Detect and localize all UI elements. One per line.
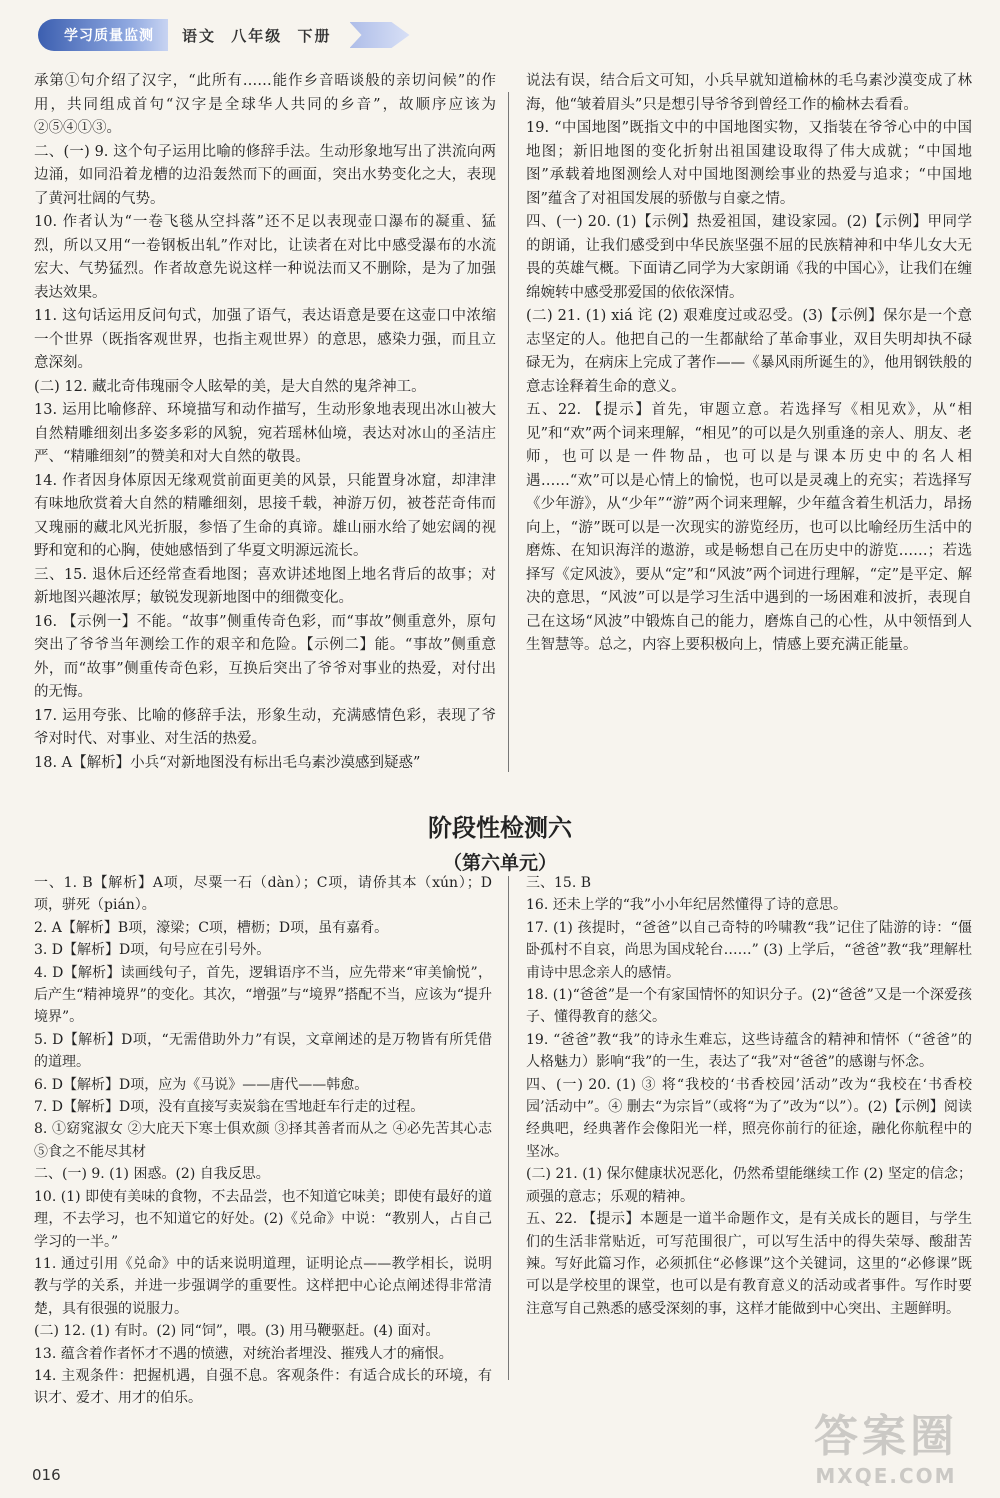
section-title: 阶段性检测六 [428, 814, 572, 842]
answer-paragraph: (二) 21. (1) 保尔健康状况恶化，仍然希望能继续工作 (2) 坚定的信念；顽强的意志；乐观的精神。 [526, 1166, 972, 1205]
answer-paragraph: 17. (1) 孩提时，“爸爸”以自己奇特的吟啸教“我”记住了陆游的诗：“僵卧孤村不自哀，尚思为国戍轮台……” (3) 上学后，“爸爸”教“我”理解杜甫诗中思念亲人的感情。 [526, 919, 972, 981]
answer-paragraph: 13. 蕴含着作者怀才不遇的愤懑，对统治者埋没、摧残人才的痛恨。 [34, 1345, 453, 1362]
answer-paragraph: 10. (1) 即使有美味的食物，不去品尝，也不知道它味美；即使有最好的道理，不去学习，也不知道它的好处。(2)《兑命》中说：“教别人，占自己学习的一半。” [34, 1188, 492, 1250]
answer-paragraph: 三、15. B [526, 875, 592, 891]
answer-paragraph: 5. D【解析】D项，“无需借助外力”有误，文章阐述的是万物皆有所凭借的道理。 [34, 1031, 492, 1071]
watermark-logo [796, 1400, 976, 1490]
answer-paragraph: 2. A【解析】B项，濠梁；C项，槽枥；D项，虽有嘉肴。 [34, 919, 389, 936]
answer-paragraph: 16. 还未上学的“我”小小年纪居然懂得了诗的意思。 [526, 897, 848, 914]
answer-paragraph: 7. D【解析】D项，没有直接写卖炭翁在雪地赶车行走的过程。 [34, 1099, 425, 1116]
answer-paragraph: 一、1. B【解析】A项，尽粟一石（dàn）；C项，请侨其本（xún）；D项，骈死（pián）。 [34, 875, 492, 914]
answer-paragraph: 三、15. 退休后还经常查看地图；喜欢讲述地图上地名背后的故事；对新地图兴趣浓厚；敏锐发现新地图中的细微变化。 [34, 566, 496, 606]
answer-paragraph: 17. 运用夸张、比喻的修辞手法，形象生动，充满感情色彩，表现了爷爷对时代、对事业、对生活的热爱。 [34, 707, 496, 747]
bottom-left-column [34, 872, 492, 1410]
column-divider [508, 876, 509, 1380]
answer-paragraph: 五、22. 【提示】本题是一道半命题作文，是有关成长的题目，与学生们的生活非常贴近，可写范围很广，可以写生活中的得失荣辱、酸甜苦辣。写好此篇习作，必须抓住“必修课”这个关键词，这里的“必修课”既可以是学校里的课堂，也可以是有教育意义的活动或者事件。写作时要注意写自己熟悉的感受深刻的事，这样才能做到中心突出、主题鲜明。 [526, 1211, 972, 1317]
answer-paragraph: 18. (1)“爸爸”是一个有家国情怀的知识分子。(2)“爸爸”又是一个深爱孩子、懂得教育的慈父。 [526, 987, 972, 1026]
grade-label: 八年级 [231, 26, 283, 45]
answer-paragraph: 二、(一) 9. 这个句子运用比喻的修辞手法。生动形象地写出了洪流向两边涌，如同沿着龙槽的边沿轰然而下的画面，突出水势变化之大，表现了黄河壮阔的气势。 [34, 143, 496, 207]
answer-paragraph: 五、22. 【提示】首先，审题立意。若选择写《相见欢》，从“相见”和“欢”两个词来理解，“相见”的可以是久别重逢的亲人、朋友、老师，也可以是一件物品，也可以是与课本历史中的名人相遇……“欢”可以是心情上的愉悦，也可以是灵魂上的充实；若选择写《少年游》，从“少年”“游”两个词来理解，少年蕴含着生机活力，昂扬向上，“游”既可以是一次现实的游览经历，也可以比喻经历生活中的磨炼、在知识海洋的遨游，或是畅想自己在历史中的游览……；若选择写《定风波》，要从“定”和“风波”两个词进行理解，“定”是平定、解决的意思，“风波”可以是学习生活中遇到的一场困难和波折，表现自己在这场“风波”中锻炼自己的能力，磨炼自己的心性，从中领悟到人生智慧等。总之，内容上要积极向上，情感上要充满正能量。 [526, 402, 972, 653]
answer-paragraph: 4. D【解析】读画线句子，首先，逻辑语序不当，应先带来“审美愉悦”，后产生“精神境界”的变化。其次，“增强”与“境界”搭配不当，应该为“提升境界”。 [34, 964, 492, 1026]
answer-paragraph: 四、(一) 20. (1)【示例】热爱祖国，建设家园。(2)【示例】甲同学的朗诵，让我们感受到中华民族坚强不屈的民族精神和中华儿女大无畏的英雄气概。下面请乙同学为大家朗诵《我的中国心》，让我们在缠绵婉转中感受那爱国的依依深情。 [526, 214, 972, 301]
series-banner: 学习质量监测 [38, 19, 168, 51]
watermark-url: MXQE.COM [815, 1464, 957, 1488]
answer-paragraph: (二) 12. (1) 有时。(2) 同“饲”，喂。(3) 用马鞭驱赶。(4) 面对。 [34, 1323, 440, 1340]
top-right-column [526, 70, 972, 658]
answer-paragraph: 四、(一) 20. (1) ③ 将“我校的‘书香校园’活动”改为“我校在‘书香校园’活动中”。④ 删去“为宗旨”（或将“为了”改为“以”）。(2)【示例】阅读经典吧，经典著作会像阳光一样，照亮你前行的征途，融化你航程中的坚冰。 [526, 1076, 972, 1160]
answer-paragraph: 承第①句介绍了汉字，“此所有……能作乡音晤谈般的亲切问候”的作用，共同组成首句“汉字是全球华人共同的乡音”，故顺序应该为②⑤④①③。 [34, 73, 496, 136]
answer-paragraph: 11. 这句话运用反问句式，加强了语气，表达语意是要在这壶口中浓缩一个世界（既指客观世界，也指主观世界）的意思，感染力强，而且立意深刻。 [34, 308, 496, 371]
answer-paragraph: 14. 主观条件：把握机遇，自强不息。客观条件：有适合成长的环境，有识才、爱才、用才的伯乐。 [34, 1367, 492, 1407]
page-number: 016 [32, 1466, 61, 1484]
answer-paragraph: 二、(一) 9. (1) 困惑。(2) 自我反思。 [34, 1166, 270, 1183]
bottom-right-column [526, 872, 972, 1320]
answer-paragraph: 8. ①窈窕淑女 ②大庇天下寒士俱欢颜 ③择其善者而从之 ④必先苦其心志 ⑤食之不能尽其材 [34, 1121, 492, 1160]
answer-paragraph: 19. “爸爸”教“我”的诗永生难忘，这些诗蕴含的精神和情怀（“爸爸”的人格魅力）影响“我”的一生，表达了“我”对“爸爸”的感谢与怀念。 [526, 1031, 972, 1071]
answer-paragraph: 19. “中国地图”既指文中的中国地图实物，又指装在爷爷心中的中国地图；新旧地图的变化折射出祖国建设取得了伟大成就；“中国地图”承载着地图测绘人对中国地图测绘事业的热爱与追求；“中国地图”蕴含了对祖国发展的骄傲与自豪之情。 [526, 120, 972, 207]
answer-paragraph: 13. 运用比喻修辞、环境描写和动作描写，生动形象地表现出冰山被大自然精雕细刻出多姿多彩的风貌，宛若瑶林仙境，表达对冰山的圣洁庄严、“精雕细刻”的赞美和对大自然的敬畏。 [34, 402, 496, 465]
answer-paragraph: 6. D【解析】D项，应为《马说》——唐代——韩愈。 [34, 1076, 369, 1093]
column-divider [508, 92, 509, 772]
subject-label: 语文 [182, 26, 217, 45]
answer-paragraph: 18. A【解析】小兵“对新地图没有标出毛乌素沙漠感到疑惑” [34, 754, 421, 771]
watermark-text: 答案圈 [814, 1411, 958, 1462]
answer-paragraph: (二) 12. 藏北奇伟瑰丽令人眩晕的美，是大自然的鬼斧神工。 [34, 378, 426, 395]
book-info [182, 25, 340, 46]
top-left-column [34, 70, 496, 775]
answer-paragraph: 说法有误，结合后文可知，小兵早就知道榆林的毛乌素沙漠变成了林海，他“皱着眉头”只是想引导爷爷到曾经工作的榆林去看看。 [526, 73, 972, 113]
volume-label: 下册 [297, 26, 332, 45]
answer-paragraph: 3. D【解析】D项，句号应在引号外。 [34, 942, 271, 959]
answer-paragraph: 14. 作者因身体原因无缘观赏前面更美的风景，只能置身冰窟，却津津有味地欣赏着大自然的精雕细刻，思接千载，神游万仞，被苍茫奇伟而又瑰丽的藏北风光折服，参悟了生命的真谛。雄山丽水给了她宏阔的视野和宽和的心胸，使她感悟到了华夏文明源远流长。 [34, 472, 496, 559]
answer-paragraph: 16. 【示例一】不能。“故事”侧重传奇色彩，而“事故”侧重意外，原句突出了爷爷当年测绘工作的艰辛和危险。【示例二】能。“事故”侧重意外，而“故事”侧重传奇色彩，互换后突出了爷爷对事业的热爱，对付出的无悔。 [34, 613, 496, 700]
answer-paragraph: 10. 作者认为“一卷飞毯从空抖落”还不足以表现壶口瀑布的凝重、猛烈，所以又用“一卷钢板出轧”作对比，让读者在对比中感受瀑布的水流宏大、气势猛烈。作者故意先说这样一种说法而又不删除，是为了加强表达效果。 [34, 214, 496, 301]
page-header [38, 18, 438, 52]
arrow-decoration-icon [350, 22, 410, 48]
section-subtitle: （第六单元） [442, 852, 557, 874]
answer-paragraph: (二) 21. (1) xiá 诧 (2) 艰难度过或忍受。(3)【示例】保尔是一个意志坚定的人。他把自己的一生都献给了革命事业，双目失明却执不碌碌无为，在病床上完成了著作——《暴风雨所诞生的》，他用钢铁般的意志诠释着生命的意义。 [526, 308, 972, 395]
answer-paragraph: 11. 通过引用《兑命》中的话来说明道理，证明论点——教学相长，说明教与学的关系，并进一步强调学的重要性。这样把中心论点阐述得非常清楚，具有很强的说服力。 [34, 1255, 492, 1317]
